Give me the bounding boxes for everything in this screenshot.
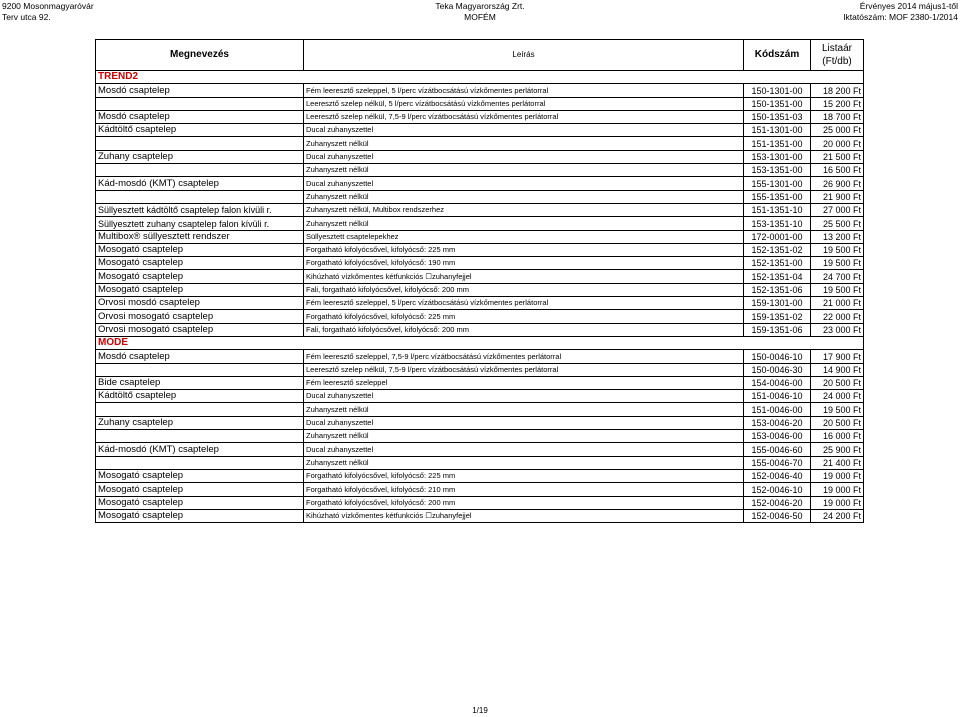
product-name-cell: Süllyesztett kádtöltő csaptelep falon kívüli r. <box>96 203 304 216</box>
table-row <box>96 97 864 110</box>
product-name-cell: Zuhany csaptelep <box>96 416 304 429</box>
description-cell: Ducal zuhanyszettel <box>304 150 744 163</box>
description-cell: Forgatható kifolyócsővel, kifolyócső: 210 mm <box>304 483 744 496</box>
product-code-cell: 150-0046-10 <box>744 350 811 363</box>
list-price-cell: 27 000 Ft <box>811 203 864 216</box>
table-row <box>96 177 864 190</box>
list-price-cell: 16 500 Ft <box>811 164 864 177</box>
section-header-row <box>96 71 864 84</box>
table-row <box>96 84 864 97</box>
description-cell: Süllyesztett csaptelepekhez <box>304 230 744 243</box>
product-code-cell: 153-1351-10 <box>744 217 811 230</box>
list-price-cell: 20 500 Ft <box>811 416 864 429</box>
description-cell: Zuhanyszett nélkül <box>304 190 744 203</box>
product-name-cell <box>96 363 304 376</box>
description-cell: Fém leeresztő szeleppel, 5 l/perc vízátbocsátású vízkőmentes perlátorral <box>304 84 744 97</box>
description-cell: Leeresztő szelep nélkül, 5 l/perc vízátbocsátású vízkőmentes perlátorral <box>304 97 744 110</box>
description-cell: Leeresztő szelep nélkül, 7,5-9 l/perc vízátbocsátású vízkőmentes perlátorral <box>304 363 744 376</box>
product-name-cell: Zuhany csaptelep <box>96 150 304 163</box>
product-name-cell: Bide csaptelep <box>96 376 304 389</box>
product-code-cell: 155-1351-00 <box>744 190 811 203</box>
table-row <box>96 376 864 389</box>
product-name-cell: Mosdó csaptelep <box>96 84 304 97</box>
table-row <box>96 164 864 177</box>
table-row <box>96 203 864 216</box>
list-price-cell: 24 000 Ft <box>811 390 864 403</box>
company-street: Terv utca 92. <box>2 12 51 22</box>
product-name-cell: Orvosi mosdó csaptelep <box>96 297 304 310</box>
description-cell: Zuhanyszett nélkül <box>304 430 744 443</box>
table-row <box>96 350 864 363</box>
product-code-cell: 152-1351-00 <box>744 257 811 270</box>
description-cell: Leeresztő szelep nélkül, 7,5-9 l/perc vízátbocsátású vízkőmentes perlátorral <box>304 110 744 123</box>
table-row <box>96 469 864 482</box>
product-code-cell: 153-1351-00 <box>744 164 811 177</box>
product-name-cell: Orvosi mosogató csaptelep <box>96 323 304 336</box>
list-price-cell: 17 900 Ft <box>811 350 864 363</box>
table-header-row <box>96 40 864 71</box>
description-cell: Fali, forgatható kifolyócsővel, kifolyócső: 200 mm <box>304 283 744 296</box>
table-row <box>96 509 864 522</box>
description-cell: Ducal zuhanyszettel <box>304 416 744 429</box>
product-name-cell: Mosogató csaptelep <box>96 243 304 256</box>
product-name-cell <box>96 430 304 443</box>
list-price-cell: 13 200 Ft <box>811 230 864 243</box>
table-row <box>96 363 864 376</box>
product-name-cell: Mosogató csaptelep <box>96 283 304 296</box>
product-code-cell: 150-0046-30 <box>744 363 811 376</box>
product-name-cell <box>96 456 304 469</box>
product-name-cell: Kád-mosdó (KMT) csaptelep <box>96 177 304 190</box>
header-center <box>380 1 580 23</box>
list-price-cell: 24 200 Ft <box>811 509 864 522</box>
list-price-cell: 19 000 Ft <box>811 496 864 509</box>
list-price-cell: 19 000 Ft <box>811 469 864 482</box>
product-code-cell: 152-0046-20 <box>744 496 811 509</box>
list-price-cell: 24 700 Ft <box>811 270 864 283</box>
list-price-cell: 21 900 Ft <box>811 190 864 203</box>
description-cell: Fém leeresztő szeleppel <box>304 376 744 389</box>
product-name-cell: Mosogató csaptelep <box>96 483 304 496</box>
company-name: Teka Magyarország Zrt. <box>435 1 525 11</box>
list-price-cell: 22 000 Ft <box>811 310 864 323</box>
price-table <box>95 39 864 523</box>
product-code-cell: 155-0046-70 <box>744 456 811 469</box>
description-cell: Zuhanyszett nélkül <box>304 217 744 230</box>
column-header-name: Megnevezés <box>96 40 304 71</box>
table-row <box>96 257 864 270</box>
list-price-cell: 14 900 Ft <box>811 363 864 376</box>
header-left <box>2 1 94 23</box>
table-row <box>96 496 864 509</box>
list-price-cell: 15 200 Ft <box>811 97 864 110</box>
list-price-cell: 19 500 Ft <box>811 257 864 270</box>
product-code-cell: 155-1301-00 <box>744 177 811 190</box>
list-price-cell: 23 000 Ft <box>811 323 864 336</box>
description-cell: Forgatható kifolyócsővel, kifolyócső: 200 mm <box>304 496 744 509</box>
validity-date: Érvényes 2014 május1-től <box>859 1 958 11</box>
table-row <box>96 430 864 443</box>
table-row <box>96 456 864 469</box>
section-title: TREND2 <box>96 71 864 84</box>
product-name-cell <box>96 403 304 416</box>
product-code-cell: 153-0046-00 <box>744 430 811 443</box>
product-code-cell: 159-1351-02 <box>744 310 811 323</box>
product-code-cell: 150-1351-03 <box>744 110 811 123</box>
table-row <box>96 483 864 496</box>
table-row <box>96 137 864 150</box>
description-cell: Zuhanyszett nélkül <box>304 137 744 150</box>
company-city: 9200 Mosonmagyaróvár <box>2 1 94 11</box>
column-header-price: Listaár (Ft/db) <box>811 40 864 71</box>
list-price-cell: 25 500 Ft <box>811 217 864 230</box>
table-body <box>96 71 864 523</box>
table-row <box>96 230 864 243</box>
product-name-cell <box>96 97 304 110</box>
description-cell: Forgatható kifolyócsővel, kifolyócső: 190 mm <box>304 257 744 270</box>
description-cell: Kihúzható vízkőmentes kétfunkciós ☐zuhanyfejjel <box>304 509 744 522</box>
description-cell: Ducal zuhanyszettel <box>304 177 744 190</box>
registration-number: Iktatószám: MOF 2380-1/2014 <box>843 12 958 22</box>
product-name-cell: Mosogató csaptelep <box>96 509 304 522</box>
product-name-cell: Mosdó csaptelep <box>96 110 304 123</box>
list-price-cell: 19 500 Ft <box>811 243 864 256</box>
list-price-cell: 21 500 Ft <box>811 150 864 163</box>
product-name-cell <box>96 164 304 177</box>
description-cell: Zuhanyszett nélkül <box>304 164 744 177</box>
product-code-cell: 151-0046-10 <box>744 390 811 403</box>
section-title: MODE <box>96 336 864 349</box>
product-name-cell: Kádtöltő csaptelep <box>96 124 304 137</box>
product-code-cell: 172-0001-00 <box>744 230 811 243</box>
product-code-cell: 151-0046-00 <box>744 403 811 416</box>
product-code-cell: 152-1351-02 <box>744 243 811 256</box>
product-code-cell: 153-1301-00 <box>744 150 811 163</box>
list-price-cell: 21 000 Ft <box>811 297 864 310</box>
description-cell: Fali, forgatható kifolyócsővel, kifolyócső: 200 mm <box>304 323 744 336</box>
table-row <box>96 390 864 403</box>
description-cell: Ducal zuhanyszettel <box>304 443 744 456</box>
product-name-cell: Mosogató csaptelep <box>96 469 304 482</box>
product-name-cell: Multibox® süllyesztett rendszer <box>96 230 304 243</box>
table-row <box>96 443 864 456</box>
brand-name: MOFÉM <box>464 12 496 22</box>
description-cell: Zuhanyszett nélkül, Multibox rendszerhez <box>304 203 744 216</box>
description-cell: Zuhanyszett nélkül <box>304 403 744 416</box>
list-price-cell: 21 400 Ft <box>811 456 864 469</box>
table-row <box>96 323 864 336</box>
product-code-cell: 159-1301-00 <box>744 297 811 310</box>
product-code-cell: 152-0046-10 <box>744 483 811 496</box>
list-price-cell: 19 500 Ft <box>811 403 864 416</box>
product-name-cell: Süllyesztett zuhany csaptelep falon kívüli r. <box>96 217 304 230</box>
product-code-cell: 152-0046-40 <box>744 469 811 482</box>
list-price-cell: 16 000 Ft <box>811 430 864 443</box>
table-row <box>96 110 864 123</box>
table-row <box>96 217 864 230</box>
product-code-cell: 152-0046-50 <box>744 509 811 522</box>
product-name-cell: Mosogató csaptelep <box>96 270 304 283</box>
product-code-cell: 151-1351-00 <box>744 137 811 150</box>
product-name-cell: Mosogató csaptelep <box>96 496 304 509</box>
list-price-cell: 26 900 Ft <box>811 177 864 190</box>
list-price-cell: 19 000 Ft <box>811 483 864 496</box>
description-cell: Ducal zuhanyszettel <box>304 124 744 137</box>
list-price-cell: 18 200 Ft <box>811 84 864 97</box>
table-row <box>96 403 864 416</box>
table-row <box>96 283 864 296</box>
product-code-cell: 151-1301-00 <box>744 124 811 137</box>
list-price-cell: 18 700 Ft <box>811 110 864 123</box>
product-name-cell: Orvosi mosogató csaptelep <box>96 310 304 323</box>
description-cell: Kihúzható vízkőmentes kétfunkciós ☐zuhanyfejjel <box>304 270 744 283</box>
product-name-cell: Kádtöltő csaptelep <box>96 390 304 403</box>
product-name-cell <box>96 137 304 150</box>
product-code-cell: 151-1351-10 <box>744 203 811 216</box>
table-row <box>96 243 864 256</box>
table-row <box>96 124 864 137</box>
description-cell: Forgatható kifolyócsővel, kifolyócső: 225 mm <box>304 310 744 323</box>
product-name-cell: Kád-mosdó (KMT) csaptelep <box>96 443 304 456</box>
list-price-cell: 20 000 Ft <box>811 137 864 150</box>
table-row <box>96 297 864 310</box>
table-row <box>96 416 864 429</box>
product-name-cell: Mosdó csaptelep <box>96 350 304 363</box>
description-cell: Forgatható kifolyócsővel, kifolyócső: 225 mm <box>304 469 744 482</box>
table-row <box>96 310 864 323</box>
product-code-cell: 150-1351-00 <box>744 97 811 110</box>
product-code-cell: 150-1301-00 <box>744 84 811 97</box>
description-cell: Fém leeresztő szeleppel, 7,5-9 l/perc vízátbocsátású vízkőmentes perlátorral <box>304 350 744 363</box>
product-code-cell: 154-0046-00 <box>744 376 811 389</box>
product-name-cell <box>96 190 304 203</box>
page-number: 1/19 <box>472 706 488 715</box>
list-price-cell: 19 500 Ft <box>811 283 864 296</box>
list-price-cell: 25 900 Ft <box>811 443 864 456</box>
product-code-cell: 159-1351-06 <box>744 323 811 336</box>
product-name-cell: Mosogató csaptelep <box>96 257 304 270</box>
product-code-cell: 153-0046-20 <box>744 416 811 429</box>
product-code-cell: 155-0046-60 <box>744 443 811 456</box>
description-cell: Forgatható kifolyócsővel, kifolyócső: 225 mm <box>304 243 744 256</box>
header-right <box>843 1 958 23</box>
list-price-cell: 25 000 Ft <box>811 124 864 137</box>
list-price-cell: 20 500 Ft <box>811 376 864 389</box>
table-row <box>96 270 864 283</box>
product-code-cell: 152-1351-04 <box>744 270 811 283</box>
description-cell: Fém leeresztő szeleppel, 5 l/perc vízátbocsátású vízkőmentes perlátorral <box>304 297 744 310</box>
table-row <box>96 190 864 203</box>
column-header-code: Kódszám <box>744 40 811 71</box>
description-cell: Ducal zuhanyszettel <box>304 390 744 403</box>
table-row <box>96 150 864 163</box>
description-cell: Zuhanyszett nélkül <box>304 456 744 469</box>
product-code-cell: 152-1351-06 <box>744 283 811 296</box>
section-header-row <box>96 336 864 349</box>
column-header-description: Leírás <box>304 40 744 71</box>
